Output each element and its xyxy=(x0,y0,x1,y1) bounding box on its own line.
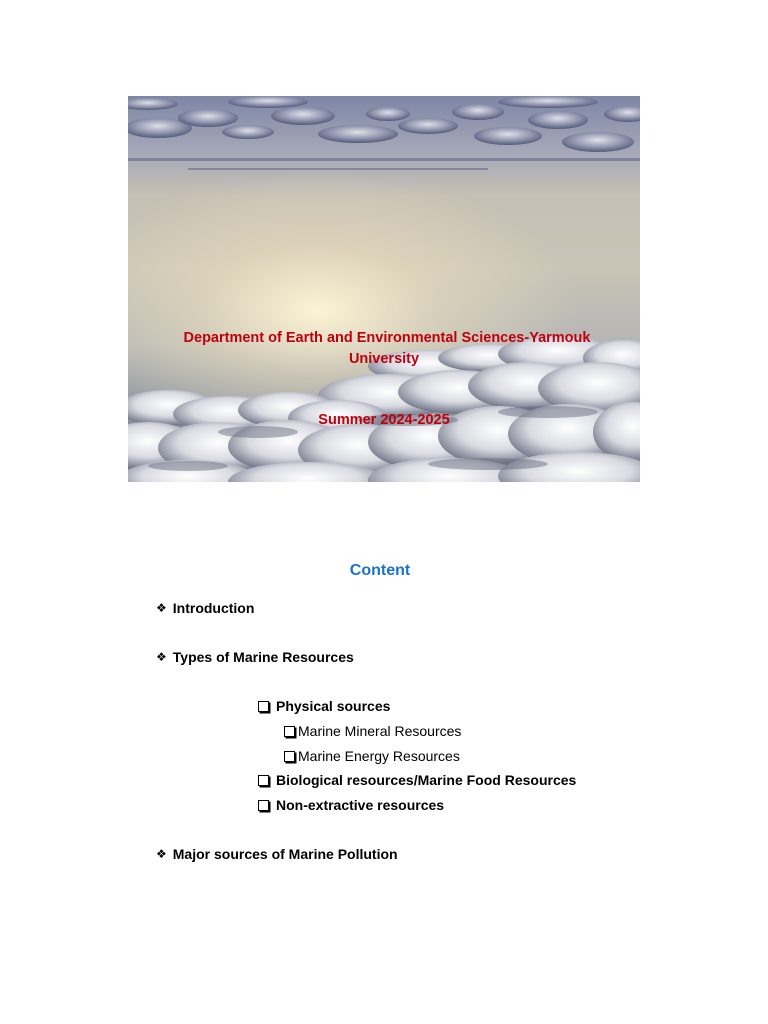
cover-subtitle: Summer 2024-2025 xyxy=(318,412,450,428)
shadowed-square-icon xyxy=(258,701,269,712)
toc-item-major-sources-of-marine-pollution xyxy=(156,844,398,864)
toc-item-types-of-marine-resources xyxy=(156,647,354,667)
toc-item-label: Marine Mineral Resources xyxy=(298,723,462,739)
toc-item-introduction xyxy=(156,598,254,618)
cover-image xyxy=(128,96,640,482)
shadowed-square-icon xyxy=(258,775,269,786)
toc-item-physical-sources xyxy=(258,696,390,716)
toc-item-marine-mineral-resources xyxy=(284,721,461,741)
shadowed-square-icon xyxy=(284,751,295,762)
toc-item-label: Major sources of Marine Pollution xyxy=(172,846,398,862)
shadowed-square-icon xyxy=(258,800,269,811)
toc-item-biological-resources xyxy=(258,770,576,790)
toc-item-non-extractive-resources xyxy=(258,795,444,815)
cover-title-line-1: Department of Earth and Environmental Sciences-Yarmouk xyxy=(183,330,591,346)
content-heading: Content xyxy=(349,562,411,579)
toc-item-label: Types of Marine Resources xyxy=(172,649,354,665)
toc-item-label: Introduction xyxy=(172,600,255,616)
four-diamond-icon: ❖ xyxy=(156,847,167,861)
shadowed-square-icon xyxy=(284,726,295,737)
toc-item-marine-energy-resources xyxy=(284,746,460,766)
four-diamond-icon: ❖ xyxy=(156,601,167,615)
toc-item-label: Physical sources xyxy=(276,698,391,714)
four-diamond-icon: ❖ xyxy=(156,650,167,664)
toc-item-label: Marine Energy Resources xyxy=(298,748,460,764)
cover-title-line-2: University xyxy=(348,351,420,367)
toc-item-label: Biological resources/Marine Food Resources xyxy=(276,772,577,788)
cover-title xyxy=(128,328,640,370)
toc-item-label: Non-extractive resources xyxy=(276,797,445,813)
